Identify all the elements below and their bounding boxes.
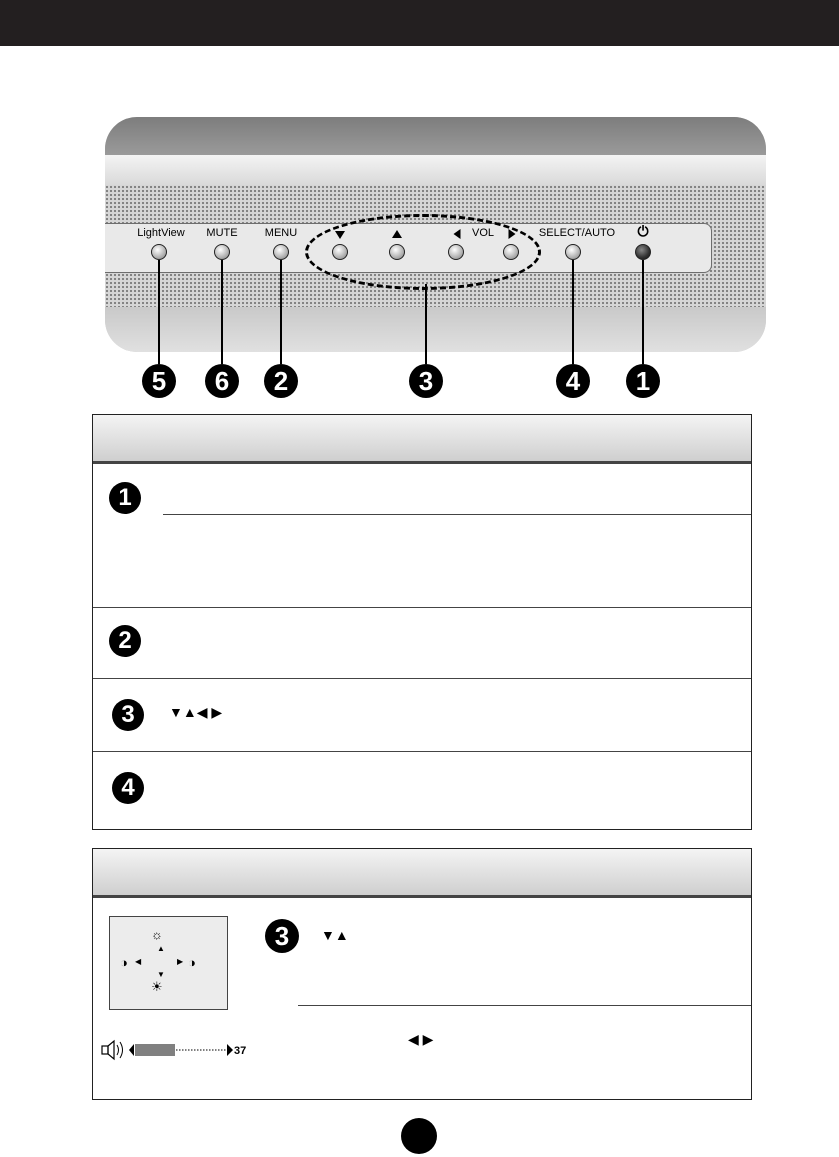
callout-2: 2 (264, 364, 298, 398)
leader-line (572, 352, 574, 364)
monitor-front-panel (105, 117, 766, 352)
brightness-low-icon: ☼ (151, 927, 163, 942)
row-number: 1 (109, 482, 141, 514)
right-arrow-icon (227, 1044, 233, 1056)
up-down-arrows-icon: ▼▲ (321, 927, 349, 943)
leader-line (425, 352, 427, 364)
leader-line (280, 352, 282, 364)
leader-line (642, 352, 644, 364)
contrast-low-icon: ◑ (120, 955, 128, 970)
callout-5: 5 (142, 364, 176, 398)
volume-value: 37 (234, 1045, 247, 1057)
arrow-keys-icon: ▼▲◀ ▶ (169, 704, 223, 720)
callout-4: 4 (556, 364, 590, 398)
leader-line (158, 352, 160, 364)
menu-button[interactable] (273, 244, 289, 260)
row-number: 3 (265, 919, 299, 953)
panel-top-bezel (105, 117, 766, 155)
menu-label: MENU (264, 227, 298, 239)
controls-table (92, 414, 752, 830)
controls-table-header (93, 415, 751, 464)
select-auto-button[interactable] (565, 244, 581, 260)
controls-row-1 (93, 464, 751, 608)
row-number: 2 (109, 625, 141, 657)
panel-lip (105, 155, 766, 186)
mute-button[interactable] (214, 244, 230, 260)
left-arrow-icon: ◀ (135, 957, 142, 966)
panel-base (105, 307, 766, 352)
volume-level-ticks (136, 1044, 174, 1056)
volume-bar (100, 1039, 234, 1061)
callout-1: 1 (626, 364, 660, 398)
leader-line (158, 260, 160, 352)
osd-brightness-contrast-box (109, 916, 228, 1010)
up-arrow-icon: ▲ (157, 944, 165, 953)
controls-row-4 (93, 752, 751, 829)
left-right-arrows-icon: ◀ ▶ (408, 1031, 434, 1047)
right-arrow-icon: ▶ (177, 957, 184, 966)
leader-line (221, 260, 223, 352)
header-bar (0, 0, 839, 46)
contrast-high-icon: ◑ (188, 955, 196, 970)
callout-3: 3 (409, 364, 443, 398)
left-arrow-icon (129, 1044, 134, 1056)
mute-label: MUTE (206, 227, 238, 239)
power-button[interactable] (635, 244, 651, 260)
power-icon: ⏻ (637, 223, 649, 239)
leader-line (642, 260, 644, 352)
speaker-icon (102, 1041, 123, 1059)
adjust-table-header (93, 849, 751, 898)
select-auto-label: SELECT/AUTO (538, 227, 616, 239)
controls-row-3 (93, 679, 751, 752)
row-divider (298, 1005, 751, 1006)
callout-6: 6 (205, 364, 239, 398)
leader-line (572, 260, 574, 352)
leader-line (280, 260, 282, 352)
leader-line (221, 352, 223, 364)
row-number: 3 (112, 699, 144, 731)
vol-label: VOL (471, 227, 495, 239)
arrow-buttons-highlight (305, 214, 541, 290)
lightview-label: LightView (137, 227, 185, 239)
controls-row-2 (93, 608, 751, 679)
row-divider (163, 514, 751, 515)
lightview-button[interactable] (151, 244, 167, 260)
down-arrow-icon: ▼ (157, 970, 165, 979)
leader-line (425, 284, 427, 352)
page-number-badge (401, 1118, 437, 1154)
brightness-high-icon: ☀ (151, 979, 163, 994)
row-number: 4 (112, 772, 144, 804)
